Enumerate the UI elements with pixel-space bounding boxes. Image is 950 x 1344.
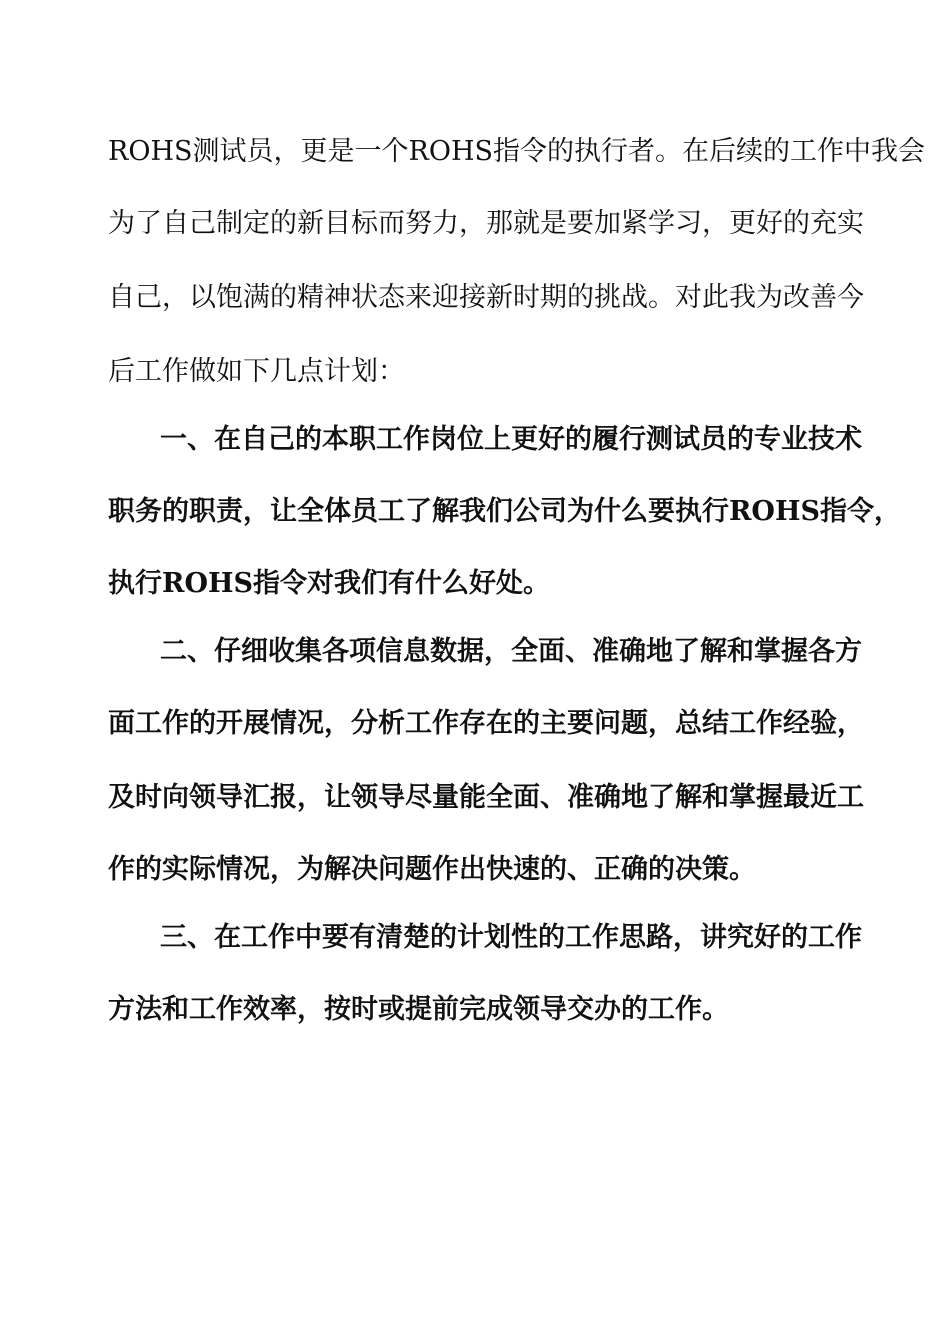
item3-line-2: 方法和工作效率，按时或提前完成领导交办的工作。	[108, 994, 729, 1025]
intro-line-4: 后工作做如下几点计划：	[108, 356, 405, 387]
item2-line-1: 二、仔细收集各项信息数据，全面、准确地了解和掌握各方	[160, 636, 862, 667]
item1-line-2: 职务的职责，让全体员工了解我们公司为什么要执行ROHS指令，	[108, 496, 901, 527]
item1-line-1: 一、在自己的本职工作岗位上更好的履行测试员的专业技术	[160, 424, 862, 455]
item2-line-2: 面工作的开展情况，分析工作存在的主要问题，总结工作经验，	[108, 708, 864, 739]
intro-line-3: 自己，以饱满的精神状态来迎接新时期的挑战。对此我为改善今	[108, 282, 864, 313]
item1-line-3: 执行ROHS指令对我们有什么好处。	[108, 568, 550, 599]
item2-line-3: 及时向领导汇报，让领导尽量能全面、准确地了解和掌握最近工	[108, 782, 864, 813]
intro-line-2: 为了自己制定的新目标而努力，那就是要加紧学习，更好的充实	[108, 208, 864, 239]
item2-line-4: 作的实际情况，为解决问题作出快速的、正确的决策。	[108, 854, 756, 885]
intro-line-1: ROHS测试员，更是一个ROHS指令的执行者。在后续的工作中我会	[108, 136, 926, 167]
item3-line-1: 三、在工作中要有清楚的计划性的工作思路，讲究好的工作	[160, 922, 862, 953]
